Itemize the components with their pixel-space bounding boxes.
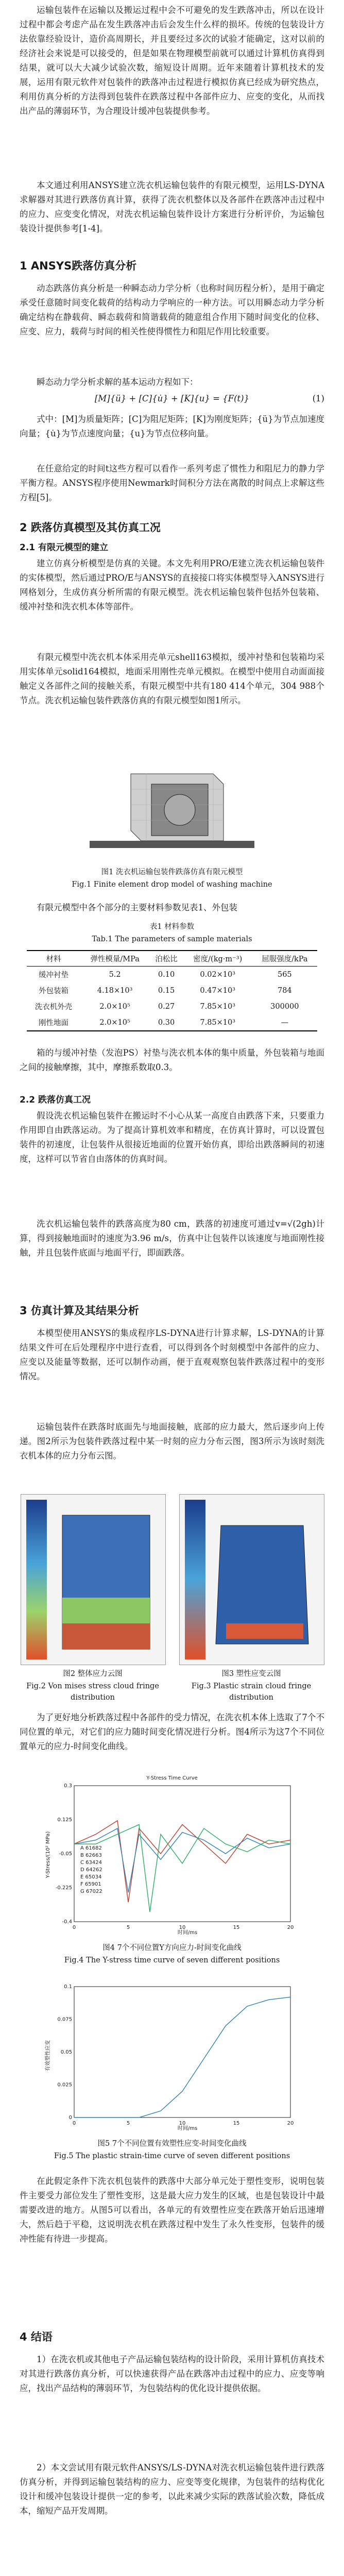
header-density: 密度/(kg·m⁻³) <box>183 951 252 967</box>
equation-body: [M]{ü} + [C]{u̇} + [K]{u} = {F(t)} <box>94 394 250 403</box>
table-cell: — <box>252 1014 317 1031</box>
section-1-title: 1 ANSYS跌落仿真分析 <box>20 260 137 272</box>
table-1-caption-en: Tab.1 The parameters of sample materials <box>92 935 252 943</box>
y-tick-label: -0.4 <box>62 1919 72 1925</box>
x-tick-label: 5 <box>126 1925 130 1930</box>
legend-entry: F 65901 <box>80 1882 101 1887</box>
strain-legend-bar <box>185 1500 205 1659</box>
table-row <box>27 982 317 998</box>
x-tick-label: 10 <box>179 2121 186 2126</box>
table-cell: 0.47×10³ <box>200 986 236 995</box>
strain-cloud-image <box>180 1495 324 1665</box>
fe-model-drawing <box>74 758 270 861</box>
table-cell: 2.0×10⁵ <box>80 1014 149 1031</box>
figure-2-stress-cloud <box>21 1494 166 1665</box>
section-2-paragraph-3: 箱的与缓冲衬垫（发泡PS）衬垫与洗衣机本体的集中质量，外包装箱与地面之间的接触摩擦，其中，摩擦系数取0.3。 <box>20 1048 324 1072</box>
figure-4-caption-en: Fig.4 The Y-stress time curve of seven different positions <box>64 1956 280 1964</box>
bottom-high-stress <box>62 1623 150 1649</box>
table-1-caption-cn: 表1 材料参数 <box>149 923 195 931</box>
stress-legend-bar <box>26 1500 47 1659</box>
section-3-title: 3 仿真计算及其结果分析 <box>20 1304 139 1317</box>
figure-3-strain-cloud <box>179 1494 324 1665</box>
x-tick-label: 20 <box>287 2121 294 2126</box>
table-cell: 0.10 <box>158 970 175 979</box>
subsection-2-1-title: 2.1 有限元模型的建立 <box>20 543 109 553</box>
strain-concentration <box>226 1623 303 1639</box>
figure-2-caption-en: Fig.2 Von mises stress cloud fringe distribution <box>26 1682 159 1702</box>
x-tick-label: 15 <box>233 2121 240 2126</box>
y-tick-label: 0.1 <box>64 1984 72 1990</box>
table-cell: 0.27 <box>158 1002 175 1011</box>
figure-5-caption-cn: 图5 7个不同位置有效塑性应变-时间变化曲线 <box>97 2140 247 2148</box>
x-tick-label: 0 <box>72 1925 76 1930</box>
section-3-paragraph-3: 为了更好地分析跌落过程中各部件的受力情况，在洗衣机本体上选取了7个不同位置的单元，对它们的应力随时间变化情况进行分析。图4所示为这7个不同位置单元的应力-时间变化曲线。 <box>20 1713 324 1751</box>
intro-paragraph-2: 本文通过利用ANSYS建立洗衣机运输包装件的有限元模型，运用LS-DYNA求解器对其进行跌落仿真计算，获得了洗衣机整体以及各部件在跌落冲击过程中的应力、应变变化情况，对洗衣机运输包装件设计方案进行分析评价，为运输包装设计提供参考[1-4]。 <box>20 180 324 233</box>
material-parameter-table <box>27 950 317 1031</box>
x-tick-label: 20 <box>287 1925 294 1930</box>
series-line-2 <box>74 1828 290 1892</box>
y-tick-label: 0.3 <box>64 1783 72 1789</box>
series-line-1 <box>74 1997 290 2117</box>
section-3-paragraph-2: 运输包装件在跌落时底面先与地面接触，底部的应力最大，然后逐步向上传递。图2所示为包装件跌落过程中某一时刻的应力分布云图，图3所示为该时刻洗衣机本体的应力分布云图。 <box>20 1422 324 1461</box>
section-2-paragraph-4: 假设洗衣机运输包装件在搬运时不小心从某一高度自由跌落下来，只要重力作用即自由跌落运动。为了提高计算机效率和精度，在仿真计算时，可以设置包装件的初速度，让包装件从很接近地面的位置开始仿真，即给出跌落瞬间的初速度，这样可以节省自由落体的仿真时间。 <box>20 1111 324 1164</box>
plot-frame <box>74 1987 290 2117</box>
section-2-paragraph-5: 洗衣机运输包装件的跌落高度为80 cm，跌落的初速度可通过v=√(2gh)计算，得到接触地面时的速度为3.96 m/s，仿真中让包装件以该速度与地面刚性接触，并且包装件底面与地面平行，即面跌落。 <box>20 1219 324 1258</box>
table-cell: 7.85×10³ <box>200 1002 236 1011</box>
section-1-paragraph-3: 式中：[M]为质量矩阵；[C]为阻尼矩阵；[K]为刚度矩阵；{ü}为节点加速度向量；{u̇}为节点速度向量；{u}为节点位移向量。 <box>20 414 324 438</box>
subsection-2-2-title: 2.2 跌落仿真工况 <box>20 1095 91 1105</box>
header-material: 材料 <box>27 951 80 967</box>
section-2-paragraph-2: 有限元模型中洗衣机本体采用壳单元shell163模拟，缓冲衬垫和包装箱均采用实体单元solid164模拟，地面采用刚性壳单元模拟。在模型中使用自动面面接触定义各部件之间的接触关系，有限元模型中共有180 414个单元，304 988个节点。洗衣机运输包装件跌落仿真的有限元模型如图1所示。 <box>20 652 324 705</box>
series-line-3 <box>74 1824 290 1912</box>
figure-1-caption-cn: 图1 洗衣机运输包装件跌落仿真有限元模型 <box>101 868 243 876</box>
table-cell: 刚性地面 <box>27 1014 80 1031</box>
table-cell: 0.02×10³ <box>200 970 236 979</box>
y-tick-label: -0.05 <box>59 1851 72 1857</box>
figure-3-caption-cn: 图3 塑性应变云图 <box>221 1670 281 1678</box>
stress-time-chart <box>43 1772 301 1937</box>
table-cell: 0.30 <box>149 1014 183 1031</box>
table-intro-text: 有限元模型中各个部分的主要材料参数见表1、外包装 <box>37 903 237 912</box>
table-row <box>27 998 317 1014</box>
table-cell: 外包装箱 <box>38 987 68 995</box>
header-yield: 屈服强度/kPa <box>252 951 317 967</box>
series-line-1 <box>74 1821 290 1902</box>
section-1-paragraph-1: 动态跌落仿真分析是一种瞬态动力学分析（也称时间历程分析），是用于确定承受任意随时间变化载荷的结构动力学响应的一种方法。可以用瞬态动力学分析确定结构在静载荷、瞬态载荷和简谐载荷的随意组合作用下随时间变化的位移、应变、应力，载荷与时间的相关性使得惯性力和阻尼作用比较重要。 <box>20 283 324 336</box>
table-cell: 2.0×10⁵ <box>99 1002 130 1011</box>
figure-4-chart <box>43 1772 301 1937</box>
x-tick-label: 15 <box>233 1925 240 1930</box>
chart-4-xlabel: 时间/ms <box>177 1930 198 1936</box>
y-tick-label: 0 <box>68 2115 72 2121</box>
section-2-paragraph-1: 建立仿真分析模型是仿真的关键。本文先利用PRO/E建立洗衣机运输包装件的实体模型，然后通过PRO/E与ANSYS的直接接口将实体模型导入ANSYS进行网格划分，生成仿真分析所需的有限元模型。洗衣机运输包装件包括外包装箱、缓冲衬垫和洗衣机本体等部件。 <box>20 558 324 612</box>
stress-cloud-image <box>21 1495 165 1665</box>
section-2-title: 2 跌落仿真模型及其仿真工况 <box>20 521 161 534</box>
table-cell: 缓冲衬垫 <box>38 971 68 979</box>
y-tick-label: -0.225 <box>55 1885 72 1891</box>
conclusion-1: 1）在洗衣机或其他电子产品运输包装结构的设计阶段，采用计算机仿真技术对其进行跌落仿真分析，可以快速获得产品在跌落冲击过程中的应力、应变等响应，找出产品结构的薄弱环节，为包装结构的优化设计提供依据。 <box>20 2354 324 2393</box>
mid-stress-zone <box>62 1598 150 1623</box>
intro-paragraph-1: 运输包装件在运输以及搬运过程中会不可避免的发生跌落冲击，所以在设计过程中都会考虑产品在发生跌落冲击后会发生什么样的损坏。传统的包装设计方法依靠经验设计，造价高周期长，并且要经过多次的试验才能确定，这对以前的经济社会来说是可以接受的，但是如果在物理模型前就可以通过计算机仿真得到结果，就可以大大减少试验次数，缩短设计周期。近年来随着计算机技术的发展，运用有限元软件对包装件的跌落冲击过程进行模拟仿真已经成为研究热点，利用仿真分析的方法得到包装件在跌落过程中各部件应力、应变的变化，从而找出产品的薄弱环节，为合理设计缓冲包装提供参考。 <box>20 5 324 116</box>
legend-entry: G 67022 <box>80 1889 102 1894</box>
y-tick-label: 0.05 <box>60 2049 72 2055</box>
equation-number: (1) <box>312 394 324 403</box>
table-cell: 565 <box>277 970 292 979</box>
figure-4-caption-cn: 图4 7个不同位置Y方向应力-时间变化曲线 <box>102 1944 242 1952</box>
table-header-row <box>27 951 317 967</box>
motion-equation <box>20 394 324 403</box>
chart-5-ylabel: 有效塑性应变 <box>45 2040 51 2071</box>
figure-1-caption-en: Fig.1 Finite element drop model of washing machine <box>72 880 272 889</box>
table-cell: 7.85×10³ <box>183 1014 252 1031</box>
figure-3-caption-en: Fig.3 Plastic strain cloud fringe distribution <box>191 1682 312 1702</box>
legend-entry: C 63424 <box>80 1860 102 1866</box>
table-cell: 洗衣机外壳 <box>35 1003 73 1011</box>
y-tick-label: 0.075 <box>57 2016 72 2023</box>
table-cell: 0.15 <box>158 986 175 995</box>
y-tick-label: 0.025 <box>57 2082 72 2088</box>
section-1-paragraph-4: 在任意给定的时间t这些方程可以看作一系列考虑了惯性力和阻尼力的静力学平衡方程。ANSYS程序使用Newmark时间积分方法在离散的时间点上求解这些方程[5]。 <box>20 464 324 502</box>
y-tick-label: 0.125 <box>57 1817 72 1823</box>
conclusion-2: 2）本文尝试用有限元软件ANSYS/LS-DYNA对洗衣机运输包装件进行跌落仿真分析，并得到运输包装结构的应力、应变等变化规律，为包装件的结构优化设计和缓冲包装设计提供一定的参考，以此来减少实际的跌落试验次数，降低成本，缩短产品开发周期。 <box>20 2463 324 2516</box>
figure-5-chart <box>43 1978 301 2133</box>
figure-1-fe-model <box>74 758 270 861</box>
washer-drum <box>164 794 195 825</box>
section-4-title: 4 结语 <box>20 2331 53 2343</box>
plot-frame <box>74 1786 290 1922</box>
plastic-strain-chart <box>43 1978 301 2133</box>
legend-entry: D 64262 <box>80 1867 102 1873</box>
rigid-ground <box>90 841 254 848</box>
figure-2-caption-cn: 图2 整体应力云图 <box>63 1670 123 1678</box>
table-row <box>27 1014 317 1031</box>
table-row <box>27 967 317 983</box>
section-3-paragraph-1: 本模型使用ANSYS的集成程序LS-DYNA进行计算求解，LS-DYNA的计算结果文件可在后处理程序中进行查看，可以得到各个时刻模型中各部件的应力、应变以及能量等数据，还可以制作动画，便于直观观察包装件跌落过程中的变形情况。 <box>20 1328 324 1381</box>
header-poisson: 泊松比 <box>149 951 183 967</box>
legend-entry: E 65034 <box>80 1874 102 1880</box>
section-1-paragraph-2: 瞬态动力学分析求解的基本运动方程如下： <box>37 377 198 387</box>
x-tick-label: 5 <box>126 2121 130 2126</box>
chart-4-ylabel: Y-Stress/(10² MPa) <box>45 1831 51 1878</box>
chart-4-title: Y-Stress Time Curve <box>146 1775 198 1781</box>
table-cell: 4.18×10³ <box>97 986 133 995</box>
header-modulus: 弹性模量/MPa <box>80 951 149 967</box>
table-cell: 300000 <box>270 1002 299 1011</box>
table-cell: 5.2 <box>109 970 121 979</box>
table-cell: 784 <box>277 986 292 995</box>
legend-entry: A 61682 <box>80 1845 102 1851</box>
legend-entry: B 62663 <box>80 1853 102 1858</box>
figure-5-caption-en: Fig.5 The plastic strain-time curve of seven different positions <box>54 2152 290 2160</box>
chart-4-legend <box>80 1845 102 1894</box>
x-tick-label: 0 <box>72 2121 76 2126</box>
section-3-paragraph-4: 在此假定条件下洗衣机包装件的跌落中大部分单元处于塑性变形，说明包装件主要受力部位发生了塑性变形，这是最大应力发生的区域，也是包装设计中最需要改进的地方。从图5可以看出，各单元的有效塑性应变在跌落开始后迅速增大，然后趋于平稳，这说明洗衣机在跌落过程中发生了永久性变形，包装件的缓冲性能有待进一步提高。 <box>20 2176 324 2244</box>
x-tick-label: 10 <box>179 1925 186 1930</box>
chart-5-xlabel: 时间/ms <box>177 2126 198 2131</box>
